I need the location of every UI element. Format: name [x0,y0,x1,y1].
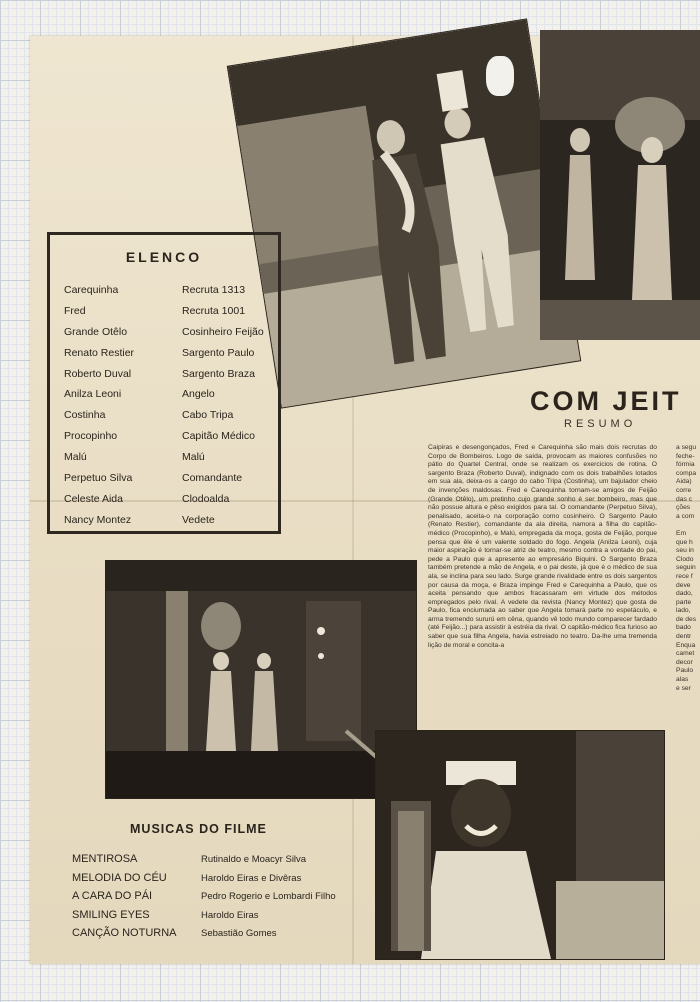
cast-roles-list [182,280,264,531]
cast-character: Malú [64,451,87,464]
cast-character: Fred [64,304,86,317]
photo-smiling-cook [375,730,665,960]
cast-role: Sargento Paulo [182,346,255,359]
song-title: SMILING EYES [72,908,150,921]
cast-character: Procopinho [64,430,118,443]
cast-characters-list [64,280,134,531]
cast-role: Recruta 1313 [182,284,246,296]
song-title: MELODIA DO CÉU [72,871,167,884]
cast-character: Renato Restier [64,346,135,359]
cast-role: Comandante [182,472,243,485]
cast-character: Roberto Duval [64,367,132,380]
cast-role: Recruta 1001 [182,304,246,317]
cast-role: Malú [182,451,205,464]
song-composers: Haroldo Eiras e Divêras [201,872,302,884]
cast-character: Carequinha [64,284,119,296]
film-subtitle: RESUMO [564,418,637,430]
plot-summary-continued: a segu feche- fórmia compa Aida) corre das c ções a com Em que h seu in Clodo seguin rece f deve dado, parte lado, de des bado dentr Enqua camet decor Paulo alas e ser [676,444,697,692]
photo-showgirls-stage [540,30,700,340]
song-row [72,868,336,887]
photo-stage-dancers [105,560,417,799]
film-title: COM JEIT [530,386,682,416]
cast-character: Nancy Montez [64,513,132,526]
cast-box [47,232,281,534]
cast-character: Grande Otêlo [64,325,128,338]
cast-character: Celeste Aida [64,492,123,505]
song-row [72,923,336,942]
song-title: CANÇÃO NOTURNA [72,927,177,939]
cast-character: Perpetuo Silva [64,472,133,485]
cast-role: Clodoalda [182,492,230,505]
cast-role: Cosinheiro Feijão [182,325,264,338]
cast-heading: ELENCO [125,249,203,265]
song-row [72,886,336,905]
song-title: MENTIROSA [72,853,138,865]
cast-role: Sargento Braza [182,367,255,380]
plot-summary: Caipiras e desengonçados, Fred e Carequinha são mais dois recrutas do Corpo de Bombeiros. Logo de saída, provocam as maiores confusões no pátio do Quartel Central, onde se realizam os exercicios de rotina. O sargento Braza (Roberto Duval), indignado com os dois trabalhões lotados em sua ala, deixa-os a cargo do cabo Tripa (Costinha), um bajulador cheio de invenções maldosas. Fred e Carequinha tornam-se amigos de Feijão (Grande Otêlo), um pretinho cujo grande sonho é ser bombeiro, mas que não possue altura e pêso exigidos para tal. O comandante (Perpetuo Silva), penalisado, aceita-o na corporação como cosinheiro. O Sargento Paulo (Renato Restier), comandante da ala direita, namora a filha do capitão-médico (Procopinho), e Malú, empregada da moça, gosta de Feijão, porque pensa que êle é um valente soldado do fogo. Angela (Anilza Leoni), cuja maior aspiração é tornar-se atriz de teatro, mesmo contra a vontade do pai, pede a Paulo que a apresente ao empresário Biquini. O Sargento Braza também pretende a mão de Angela, e o pai deste, já que é o médico de sua ala, se inclina para seu lado. Surge grande rivalidade entre os dois sargentos por causa da moça, e Braza impinge Fred e Carequinha a Paulo, que os aceita pensando que ambos fracassaram em virtude dos métodos empregados pelo rival. A vedete da revista (Nancy Montez) que gosta de Paulo, fica enciumada ao saber que Angela tomará parte no espetáculo, e arma tremendo sururú em cêna, quando vê todo mundo comparecer fardado (até Feijão...) para assistir à estréia da rival. O capitão-médico fica furioso ao saber que sua filha Angela, havia estreiado no teatro. Da-lhe uma tremenda lição de moral e concita-a [428,444,658,649]
cast-role: Capitão Médico [182,430,255,443]
cast-role: Angelo [182,388,215,401]
cast-character: Anilza Leoni [64,388,122,401]
song-row [72,849,336,868]
song-row [72,905,336,924]
paper-tear [486,56,514,96]
song-list [72,849,336,942]
song-composers: Haroldo Eiras [201,909,259,921]
song-title: A CARA DO PÁI [72,890,153,902]
cast-role: Cabo Tripa [182,409,234,422]
song-composers: Sebastião Gomes [201,928,277,939]
cast-character: Costinha [64,409,106,422]
music-heading: MUSICAS DO FILME [130,822,267,836]
song-composers: Rutinaldo e Moacyr Silva [201,854,307,865]
song-composers: Pedro Rogerio e Lombardi Filho [201,891,336,902]
cast-role: Vedete [182,513,215,526]
